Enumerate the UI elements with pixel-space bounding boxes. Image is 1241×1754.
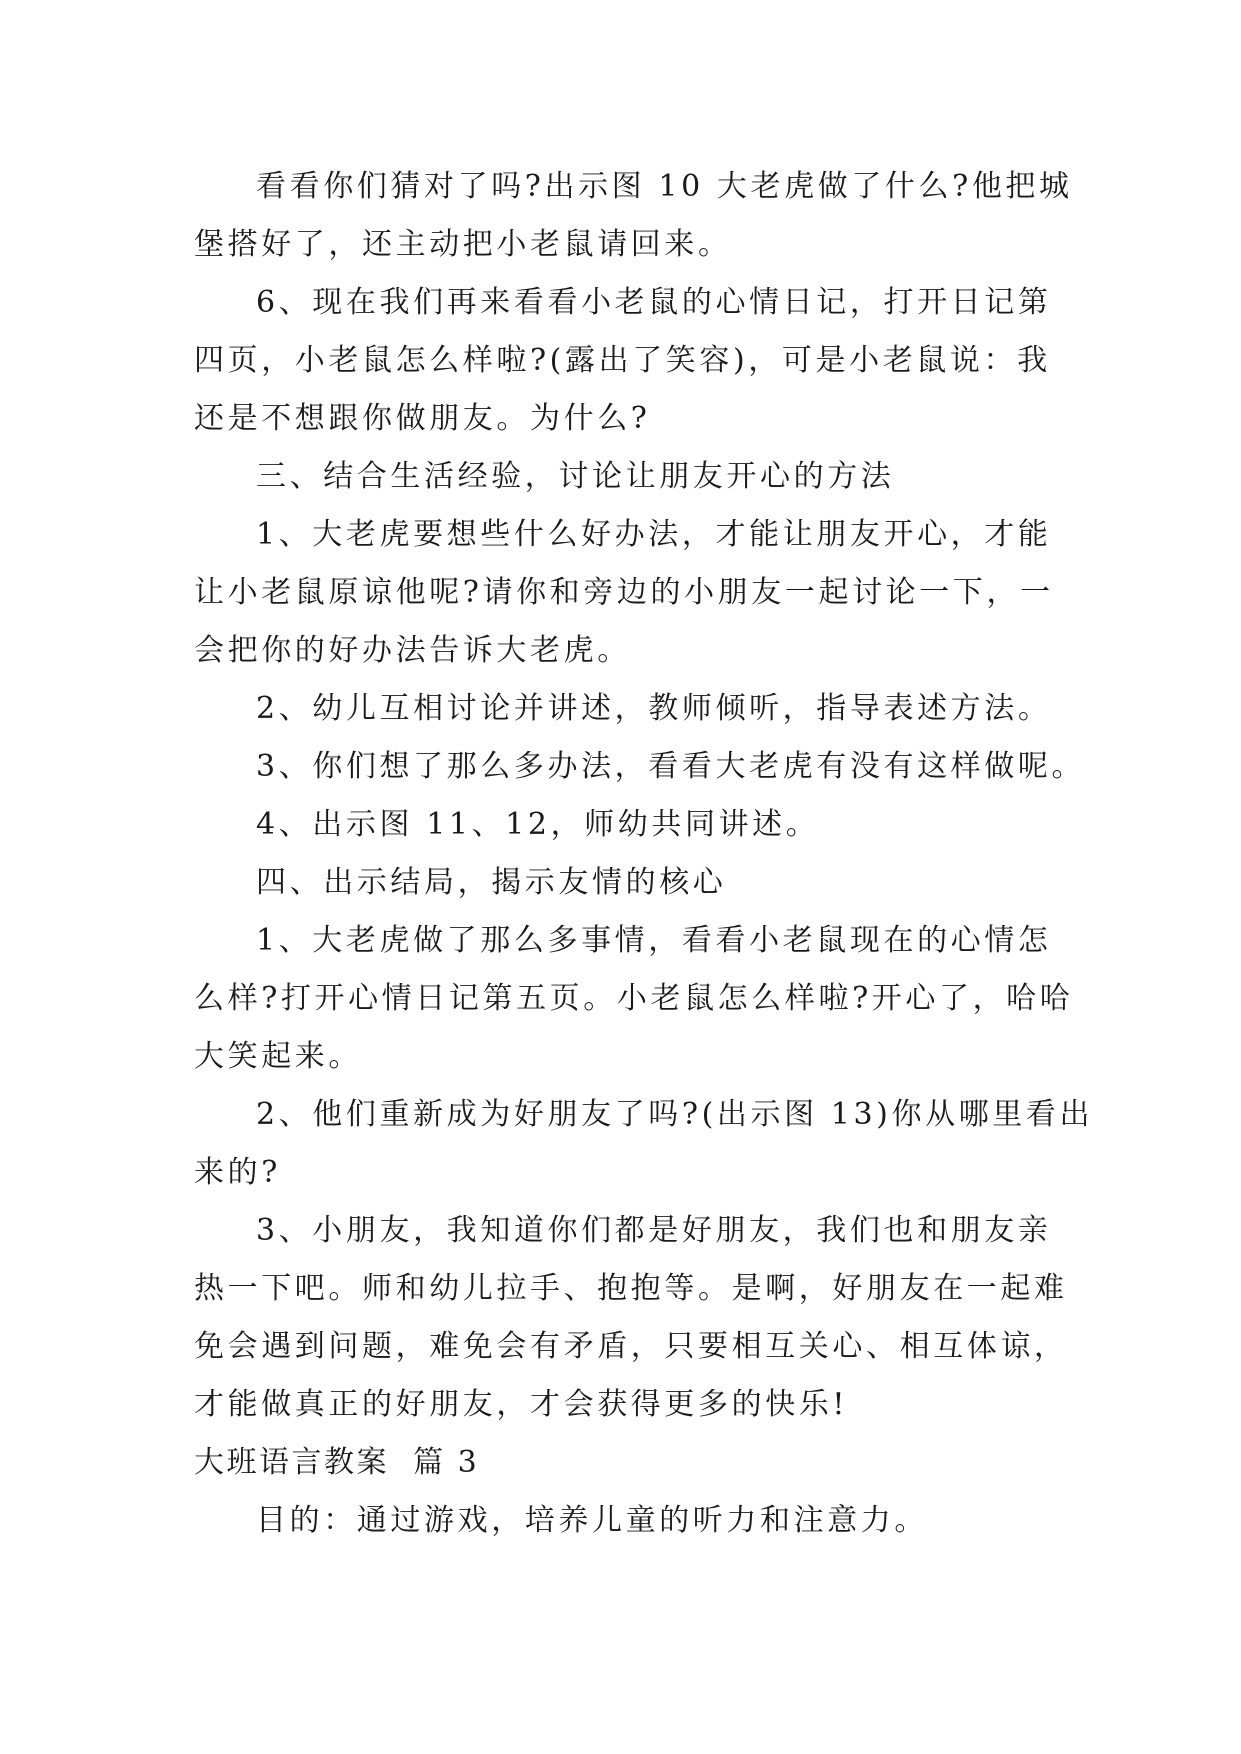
paragraph-line: 免会遇到问题，难免会有矛盾，只要相互关心、相互体谅， bbox=[194, 1329, 1068, 1364]
paragraph-line: 才能做真正的好朋友，才会获得更多的快乐! bbox=[194, 1387, 849, 1422]
paragraph-line: 4、出示图 11、12，师幼共同讲述。 bbox=[256, 807, 820, 842]
document-body bbox=[194, 158, 1094, 1550]
paragraph-line: 2、幼儿互相讨论并讲述，教师倾听，指导表述方法。 bbox=[256, 691, 1052, 726]
paragraph-line: 3、你们想了那么多办法，看看大老虎有没有这样做呢。 bbox=[256, 749, 1086, 784]
paragraph-line: 大笑起来。 bbox=[194, 1039, 362, 1074]
paragraph-line: 1、大老虎做了那么多事情，看看小老鼠现在的心情怎 bbox=[256, 923, 1052, 958]
paragraph-line: 堡搭好了，还主动把小老鼠请回来。 bbox=[194, 227, 732, 262]
paragraph-line: 目的：通过游戏，培养儿童的听力和注意力。 bbox=[256, 1503, 928, 1538]
section-heading: 三、结合生活经验，讨论让朋友开心的方法 bbox=[256, 459, 895, 494]
section-heading: 四、出示结局，揭示友情的核心 bbox=[256, 865, 727, 900]
paragraph-line: 3、小朋友，我知道你们都是好朋友，我们也和朋友亲 bbox=[256, 1213, 1052, 1248]
document-section-title: 大班语言教案 篇 3 bbox=[194, 1445, 480, 1480]
paragraph-line: 热一下吧。师和幼儿拉手、抱抱等。是啊，好朋友在一起难 bbox=[194, 1271, 1068, 1306]
paragraph-line: 看看你们猜对了吗?出示图 10 大老虎做了什么?他把城 bbox=[256, 169, 1073, 204]
paragraph-line: 么样?打开心情日记第五页。小老鼠怎么样啦?开心了，哈哈 bbox=[194, 981, 1074, 1016]
paragraph-line: 6、现在我们再来看看小老鼠的心情日记，打开日记第 bbox=[256, 285, 1052, 320]
paragraph-line: 会把你的好办法告诉大老虎。 bbox=[194, 633, 631, 668]
paragraph-line: 让小老鼠原谅他呢?请你和旁边的小朋友一起讨论一下，一 bbox=[194, 575, 1054, 610]
paragraph-line: 还是不想跟你做朋友。为什么? bbox=[194, 401, 651, 436]
paragraph-line: 来的? bbox=[194, 1155, 281, 1190]
paragraph-line: 2、他们重新成为好朋友了吗?(出示图 13)你从哪里看出 bbox=[256, 1097, 1094, 1132]
paragraph-line: 1、大老虎要想些什么好办法，才能让朋友开心，才能 bbox=[256, 517, 1052, 552]
paragraph-line: 四页，小老鼠怎么样啦?(露出了笑容)，可是小老鼠说：我 bbox=[194, 343, 1051, 378]
